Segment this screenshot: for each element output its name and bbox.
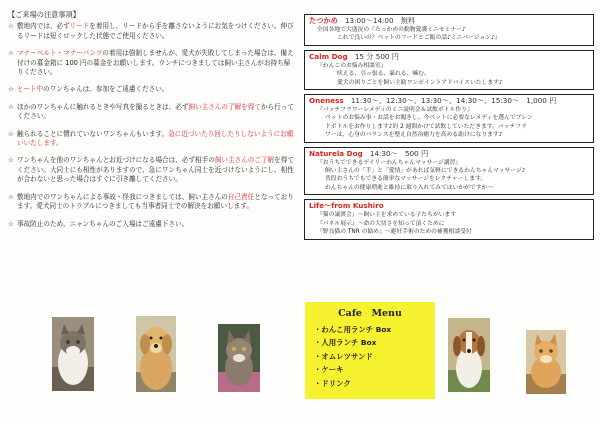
note-text-highlight: 急に近づいたり回したりしないようにお願いいたします。 xyxy=(17,129,294,148)
event-box xyxy=(304,14,594,46)
event-line: 『パネル展示』～命の大切さを知って頂くために xyxy=(317,220,445,227)
cafe-menu-item: ・ドリンク xyxy=(314,378,351,388)
note-text-plain: 敷地内でのワンちゃんによる事故・怪我につきましては、飼い主さんの xyxy=(17,192,228,201)
event-box xyxy=(304,94,594,143)
note-text xyxy=(17,49,294,77)
note-text xyxy=(17,22,294,41)
event-box xyxy=(304,50,594,90)
cafe-menu-title: Cafe Menu xyxy=(338,308,402,319)
star-icon: ☆ xyxy=(8,22,14,31)
event-box xyxy=(304,199,594,239)
cat-photo-tabby xyxy=(52,317,94,391)
note-text-highlight: リード xyxy=(69,22,90,31)
event-line: 普段おうちでもできる簡単なマッサージをレクチャーします。 xyxy=(325,176,487,183)
note-text-plain: を着用し、リードから手を離さないようにお気をつけください。伸びるリードは短くロックした状態でご使用ください。 xyxy=(17,22,294,40)
event-line: 『バッチフラワーレメディのミニ説明会＆試飲ボトル作り』 xyxy=(317,107,473,114)
event-meta: 11:30～、12:30～、13:30～、14:30～、15:30～ 1,000 円 xyxy=(350,96,557,106)
note-text-highlight: ヒート中 xyxy=(17,85,44,94)
star-icon: ☆ xyxy=(8,85,14,94)
note-item xyxy=(8,49,294,77)
event-line: わんちゃんの健康増進と維持に取り入れてみてはいかがですか～ xyxy=(325,184,494,191)
event-name: Oneness xyxy=(309,96,344,106)
note-text-highlight: マナーベルト・マナーパンツ xyxy=(17,49,103,58)
event-line: 『猫の譲渡会』～飼い主を求めている子たちがいます xyxy=(317,212,457,219)
note-text xyxy=(17,103,294,122)
cafe-menu-item: ・わんこ用ランチ Box xyxy=(314,325,392,334)
golden-retriever-photo xyxy=(136,316,176,392)
event-box xyxy=(304,147,594,196)
event-title xyxy=(309,16,589,26)
star-icon: ☆ xyxy=(8,49,14,58)
beagle-photo xyxy=(448,318,490,392)
event-line: 吠える、引っ張る、暴れる、噛む。 xyxy=(337,71,430,78)
note-item xyxy=(8,103,294,122)
event-line: 愛犬の困りごとを飼い主勧ワンポイントアドバイスいたします♪ xyxy=(337,79,503,86)
event-line: 『野良猫の TNR の勧め』～避妊手術のための補獲相談受付 xyxy=(317,229,472,236)
event-title xyxy=(309,96,589,106)
notes-section xyxy=(8,10,294,237)
event-title xyxy=(309,52,589,62)
event-line: これで良いの？ペットのフードとご飯の話♪ミニバージョン♪』 xyxy=(337,35,501,42)
event-line: ペットのお悩み事・お話をお聞きし、今ペットに必要なレメディを選んでブレン xyxy=(325,115,533,122)
note-item xyxy=(8,85,294,94)
cafe-menu-list xyxy=(305,323,435,390)
notes-list xyxy=(8,22,294,229)
note-text xyxy=(17,156,294,184)
note-text xyxy=(17,85,294,94)
event-line: 『わんこのお悩み相談室』 xyxy=(317,62,387,69)
note-text-highlight: 飼い主さんの了解を得て xyxy=(188,102,261,111)
event-name: Calm Dog xyxy=(309,51,348,61)
event-line: 『おうちでできるデイリーわんちゃんマッサージ講習』 xyxy=(317,159,462,166)
note-text-plain: となっております。愛犬同士のトラブルにつきましても当事者同士での解決をお願いします。 xyxy=(17,192,294,211)
star-icon: ☆ xyxy=(8,219,14,228)
event-name: Life～from Kushiro xyxy=(309,201,384,211)
event-line: 飼い主さんの「手」と「愛情」があれば気軽にできるわんちゃんマッサージ♪ xyxy=(325,168,526,175)
note-item xyxy=(8,22,294,41)
event-line: ワーは、心身のバランスを整え自然治癒力を高める助けになります♪ xyxy=(325,132,503,139)
star-icon: ☆ xyxy=(8,192,14,201)
event-line: 全国各地で大盛況の『たっかめの動物愛護ミニセミナー♪ xyxy=(317,27,466,33)
orange-cat-photo xyxy=(526,330,566,394)
note-text xyxy=(17,193,294,212)
note-text xyxy=(17,130,294,149)
note-item xyxy=(8,156,294,184)
event-title xyxy=(309,149,589,159)
note-text-plain: ワンちゃんを他のワンちゃんとお近づけになる場合は、必ず相手の xyxy=(17,156,215,165)
note-item xyxy=(8,220,294,229)
star-icon: ☆ xyxy=(8,129,14,138)
event-name: たつかめ xyxy=(309,16,338,25)
note-text-plain: 触られることに慣れていないワンちゃんもいます。 xyxy=(17,129,169,138)
cafe-menu-item: ・ケーキ xyxy=(314,365,344,375)
note-text-highlight: 飼い主さんのご了解 xyxy=(214,156,275,165)
note-text-plain: のワンちゃんは、参加をご遠慮ください。 xyxy=(43,85,169,94)
event-meta: 15 分 500 円 xyxy=(354,51,399,61)
cafe-menu-item: ・オムレツサンド xyxy=(314,351,373,361)
note-text xyxy=(17,220,294,229)
note-text-plain: から行ってください。 xyxy=(17,102,294,121)
event-meta: 13:00～14:00 無料 xyxy=(344,16,416,25)
kitten-photo xyxy=(218,324,260,392)
note-text-plain: 事故防止のため、ニャンちゃんのご入場はご遠慮下さい。 xyxy=(17,219,189,228)
event-name: Naturela Dog xyxy=(309,148,363,158)
note-text-plain: の着用は強制しませんが、愛犬が失敗してしまった場合は、備え付けの募金箱に 100 円の募金をお願いします。ウンチにつきましては飼い主さんがお持ち帰りください。 xyxy=(17,49,294,77)
cafe-menu-item: ・人用ランチ Box xyxy=(314,338,377,348)
cafe-menu xyxy=(305,302,435,399)
event-title xyxy=(309,201,589,211)
event-meta: 14:30～ 500 円 xyxy=(369,148,429,158)
event-line: ドボトルをお作りします♪約 2 週間かけて試飲していただきます。バッチフラ xyxy=(325,123,527,130)
star-icon: ☆ xyxy=(8,156,14,165)
note-text-plain: ほかのワンちゃんに触れるときや写真を撮るときは、必ず xyxy=(17,102,189,111)
note-text-plain: を得てください。大同士にも相性がありますので、急にワンちゃん同士を近づけないようにし、相性が合わないと思った場合はすぐに引き離してください。 xyxy=(17,156,294,184)
star-icon: ☆ xyxy=(8,102,14,111)
note-item xyxy=(8,193,294,212)
note-text-plain: 敷地内では、必ず xyxy=(17,22,70,31)
notes-heading: 【ご来場の注意事項】 xyxy=(8,10,80,19)
events-list xyxy=(304,14,594,244)
note-item xyxy=(8,130,294,149)
note-text-highlight: 自己責任 xyxy=(227,192,255,201)
